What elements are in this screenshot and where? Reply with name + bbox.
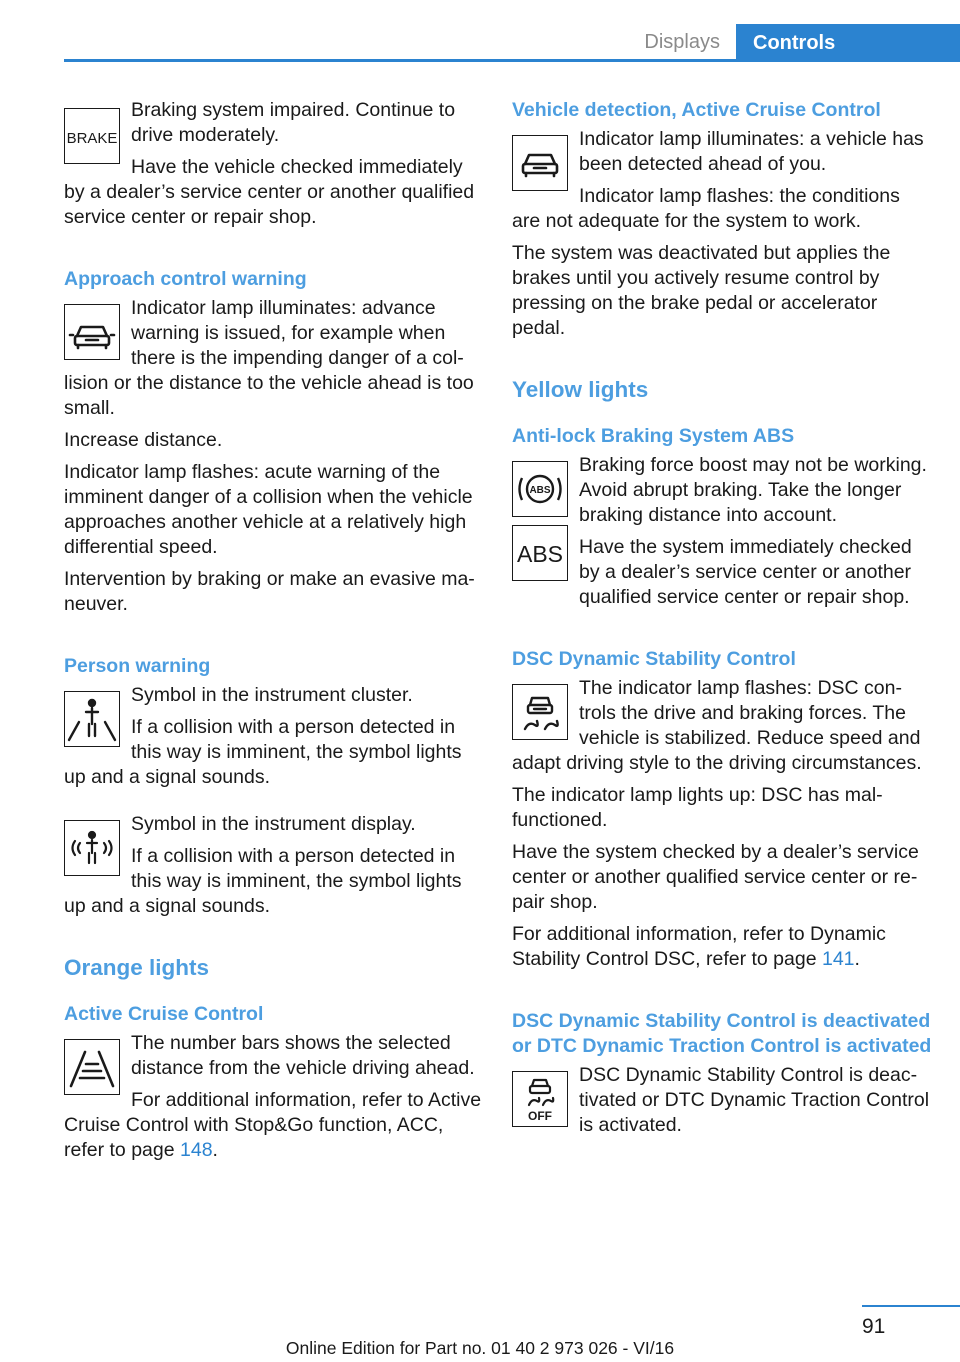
acc-heading: Active Cruise Control bbox=[64, 1003, 264, 1025]
dsc-off-heading: DSC Dynamic Stability Control is deactivated or DTC Dynamic Traction Control is activated bbox=[512, 1010, 932, 1057]
approach-text-1: Indicator lamp illuminates: advance warning is issued, for example when there is the impending danger of a collision or the distance to the vehicle ahead is too small. bbox=[64, 297, 474, 419]
brake-warning-icon bbox=[64, 108, 120, 164]
edition-footer: Online Edition for Part no. 01 40 2 973 026 - VI/16 bbox=[285, 1338, 675, 1358]
dsc-text-1: The indicator lamp flashes: DSC controls the drive and braking forces. The vehicle is stabilized. Reduce speed and adapt driving style to the driving circumstances. bbox=[512, 677, 922, 774]
person-text-2: If a collision with a person detected in this way is imminent, the symbol lights up and a signal sounds. bbox=[64, 716, 462, 788]
approach-text-3: Indicator lamp flashes: acute warning of the imminent danger of a collision when the vehicle approaches another vehicle at a relatively high differential speed. bbox=[64, 461, 473, 558]
person-heading: Person warning bbox=[64, 655, 211, 677]
vehicle-detection-heading: Vehicle detection, Active Cruise Control bbox=[512, 99, 881, 121]
svg-text:ABS: ABS bbox=[516, 541, 564, 567]
acc-text-1: The number bars shows the selected distance from the vehicle driving ahead. bbox=[131, 1032, 475, 1079]
abs-section bbox=[512, 453, 932, 610]
acc-section bbox=[64, 1031, 482, 1163]
approach-text-2: Increase distance. bbox=[64, 429, 223, 451]
svg-text:BRAKE: BRAKE bbox=[66, 130, 118, 147]
dsc-off-section bbox=[512, 1063, 932, 1138]
brake-text-1: Braking system impaired. Continue to drive moderately. bbox=[131, 99, 456, 146]
page-header bbox=[0, 0, 960, 62]
abs-heading: Anti-lock Braking System ABS bbox=[512, 425, 795, 447]
person-section-2 bbox=[64, 812, 482, 919]
dsc-skid-icon bbox=[512, 684, 568, 740]
dsc-off-text-1: DSC Dynamic Stability Control is deactivated or DTC Dynamic Traction Control is activated. bbox=[579, 1064, 930, 1136]
tab-displays[interactable]: Displays bbox=[644, 31, 720, 53]
brake-section bbox=[64, 98, 482, 230]
approach-section bbox=[64, 296, 482, 617]
vehicle-detected-icon bbox=[512, 135, 568, 191]
vehicle-ahead-icon bbox=[64, 304, 120, 360]
vehicle-detection-section bbox=[512, 127, 932, 341]
abs-text-icon bbox=[512, 525, 568, 581]
person-text-3: Symbol in the instrument display. bbox=[131, 813, 416, 835]
right-column bbox=[512, 98, 932, 1138]
svg-text:OFF: OFF bbox=[528, 1109, 552, 1123]
dsc-text-2: The indicator lamp lights up: DSC has malfunctioned. bbox=[512, 784, 883, 831]
page-number: 91 bbox=[862, 1315, 886, 1338]
person-warning-road-icon bbox=[64, 691, 120, 747]
dsc-text-4: For additional information, refer to Dynamic Stability Control DSC, refer to page 141. bbox=[512, 923, 886, 970]
vehicle-text-2: Indicator lamp flashes: the conditions are not adequate for the system to work. bbox=[512, 185, 900, 232]
dsc-heading: DSC Dynamic Stability Control bbox=[512, 648, 796, 670]
approach-text-4: Intervention by braking or make an evasive maneuver. bbox=[64, 568, 475, 615]
abs-text-1: Braking force boost may not be working. Avoid abrupt braking. Take the longer braking distance into account. bbox=[579, 454, 927, 526]
distance-bars-icon bbox=[64, 1039, 120, 1095]
vehicle-text-3: The system was deactivated but applies the brakes until you actively resume control by pressing on the brake pedal or accelerator pedal. bbox=[512, 242, 891, 339]
vehicle-text-1: Indicator lamp illuminates: a vehicle has been detected ahead of you. bbox=[579, 128, 924, 175]
header-rule bbox=[64, 59, 960, 62]
dsc-section bbox=[512, 676, 932, 972]
yellow-lights-heading: Yellow lights bbox=[512, 377, 649, 402]
page-link-141[interactable]: 141 bbox=[821, 948, 855, 970]
tab-controls[interactable]: Controls bbox=[736, 24, 960, 62]
footer-rule bbox=[862, 1305, 960, 1307]
dsc-text-3: Have the system checked by a dealer’s service center or another qualified service center or repair shop. bbox=[512, 841, 919, 913]
person-section-1 bbox=[64, 683, 482, 790]
left-column bbox=[64, 98, 482, 1163]
dsc-off-icon bbox=[512, 1071, 568, 1127]
person-text-1: Symbol in the instrument cluster. bbox=[131, 684, 413, 706]
orange-lights-heading: Orange lights bbox=[64, 955, 210, 980]
approach-heading: Approach control warning bbox=[64, 268, 307, 290]
person-warning-display-icon bbox=[64, 820, 120, 876]
page-link-148[interactable]: 148 bbox=[180, 1139, 213, 1161]
person-text-4: If a collision with a person detected in this way is imminent, the symbol lights up and a signal sounds. bbox=[64, 845, 462, 917]
svg-text:ABS: ABS bbox=[529, 485, 551, 496]
abs-text-2: Have the system immediately checked by a dealer’s service center or another qualified service center or repair shop. bbox=[579, 536, 912, 608]
brake-text-2: Have the vehicle checked immediately by a dealer’s service center or another qualified service center or repair shop. bbox=[64, 156, 475, 228]
abs-circle-icon bbox=[512, 461, 568, 517]
acc-text-2: For additional information, refer to Active Cruise Control with Stop&Go function, ACC, refer to page 148. bbox=[64, 1089, 482, 1161]
